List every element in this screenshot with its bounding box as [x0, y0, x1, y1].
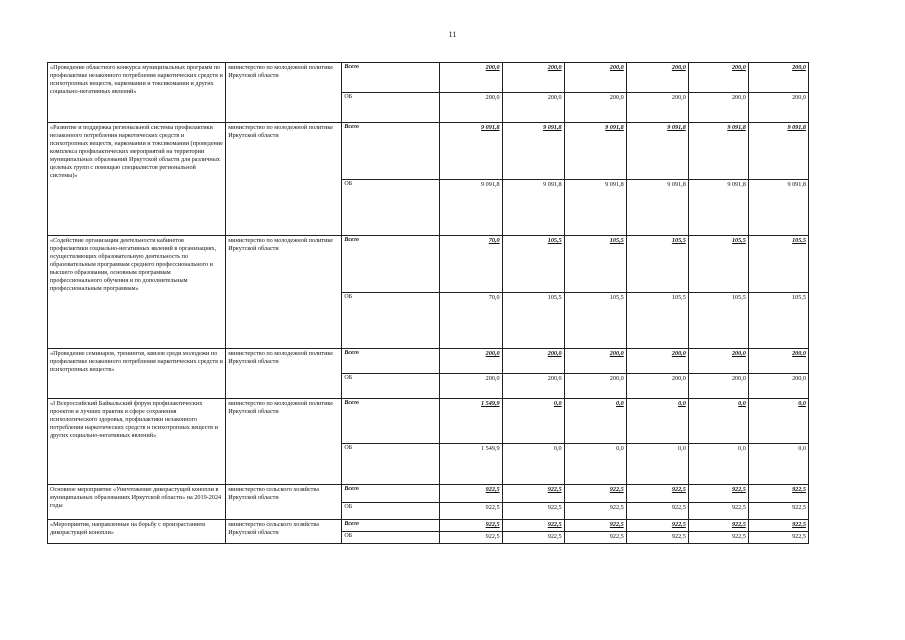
funding-source-total: Всего [342, 520, 440, 532]
budget-table [47, 62, 809, 544]
ob-value-cell: 200,0 [748, 374, 808, 399]
activity-name: Основное мероприятие «Уничтожение дикорастущей конопли в муниципальных образованиях Иркутской области» на 2019-2024 годы [48, 485, 226, 520]
total-value-cell: 105,5 [564, 236, 626, 293]
total-value-cell: 9 091,8 [688, 123, 748, 180]
table-row [48, 349, 809, 374]
total-value-cell: 922,5 [564, 485, 626, 503]
activity-name: «Проведение семинаров, тренингов, квизов среди молодежи по профилактике незаконного потребления наркотических средств и психотропных веществ» [48, 349, 226, 399]
ob-value-cell: 200,0 [688, 374, 748, 399]
table-row [48, 485, 809, 503]
ob-value-cell: 105,5 [502, 293, 564, 349]
funding-source-ob: ОБ [342, 93, 440, 123]
activity-name: «I Всероссийский Байкальский форум профилактических проектов и лучших практик в сфере сохранения психологического здоровья, профилактики незаконного потребления наркотических средств и психотропных веществ и других социально-негативных явлений» [48, 399, 226, 485]
ob-value-cell: 0,0 [626, 444, 688, 485]
ob-value-cell: 105,5 [748, 293, 808, 349]
total-value-cell: 70,0 [440, 236, 502, 293]
table-row [48, 236, 809, 293]
total-value-cell: 0,0 [748, 399, 808, 444]
responsible-org: министерство сельского хозяйства Иркутской области [226, 520, 342, 544]
total-value-cell: 0,0 [564, 399, 626, 444]
funding-source-ob: ОБ [342, 444, 440, 485]
funding-source-total: Всего [342, 63, 440, 93]
funding-source-total: Всего [342, 399, 440, 444]
ob-value-cell: 200,0 [440, 374, 502, 399]
total-value-cell: 200,0 [564, 63, 626, 93]
ob-value-cell: 105,5 [688, 293, 748, 349]
ob-value-cell: 200,0 [502, 93, 564, 123]
total-value-cell: 200,0 [502, 349, 564, 374]
ob-value-cell: 922,5 [688, 503, 748, 520]
ob-value-cell: 200,0 [748, 93, 808, 123]
responsible-org: министерство по молодежной политике Иркутской области [226, 63, 342, 123]
activity-name: «Развитие и поддержка региональной системы профилактики незаконного потребления наркотических средств и психотропных веществ, наркомании и токсикомании (проведение комплекса профилактических мероприятий на территории муниципальных образований Иркутской области для различных целевых групп с помощью специалистов региональной системы)» [48, 123, 226, 236]
funding-source-ob: ОБ [342, 503, 440, 520]
funding-source-total: Всего [342, 123, 440, 180]
funding-source-ob: ОБ [342, 374, 440, 399]
ob-value-cell: 200,0 [440, 93, 502, 123]
ob-value-cell: 9 091,8 [502, 180, 564, 236]
total-value-cell: 922,5 [688, 485, 748, 503]
total-value-cell: 0,0 [688, 399, 748, 444]
total-value-cell: 200,0 [688, 349, 748, 374]
total-value-cell: 9 091,8 [502, 123, 564, 180]
ob-value-cell: 922,5 [502, 532, 564, 544]
total-value-cell: 105,5 [688, 236, 748, 293]
total-value-cell: 922,5 [748, 485, 808, 503]
ob-value-cell: 200,0 [626, 374, 688, 399]
responsible-org: министерство по молодежной политике Иркутской области [226, 236, 342, 349]
responsible-org: министерство по молодежной политике Иркутской области [226, 399, 342, 485]
total-value-cell: 9 091,8 [440, 123, 502, 180]
total-value-cell: 0,0 [626, 399, 688, 444]
total-value-cell: 9 091,8 [748, 123, 808, 180]
total-value-cell: 200,0 [626, 349, 688, 374]
responsible-org: министерство сельского хозяйства Иркутской области [226, 485, 342, 520]
ob-value-cell: 1 549,9 [440, 444, 502, 485]
activity-name: «Проведение областного конкурса муниципальных программ по профилактике незаконного потребления наркотических средств и психотропных веществ, наркомании и токсикомании и других социально-негативных явлений» [48, 63, 226, 123]
total-value-cell: 922,5 [502, 520, 564, 532]
ob-value-cell: 922,5 [502, 503, 564, 520]
ob-value-cell: 200,0 [626, 93, 688, 123]
total-value-cell: 9 091,8 [564, 123, 626, 180]
funding-source-ob: ОБ [342, 532, 440, 544]
total-value-cell: 922,5 [748, 520, 808, 532]
ob-value-cell: 9 091,8 [748, 180, 808, 236]
total-value-cell: 105,5 [626, 236, 688, 293]
ob-value-cell: 200,0 [688, 93, 748, 123]
ob-value-cell: 9 091,8 [626, 180, 688, 236]
total-value-cell: 922,5 [440, 485, 502, 503]
ob-value-cell: 9 091,8 [440, 180, 502, 236]
total-value-cell: 922,5 [502, 485, 564, 503]
funding-source-total: Всего [342, 236, 440, 293]
ob-value-cell: 922,5 [688, 532, 748, 544]
responsible-org: министерство по молодежной политике Иркутской области [226, 123, 342, 236]
funding-source-ob: ОБ [342, 293, 440, 349]
table-row [48, 63, 809, 93]
funding-source-ob: ОБ [342, 180, 440, 236]
total-value-cell: 200,0 [688, 63, 748, 93]
activity-name: «Содействие организации деятельности кабинетов профилактики социально-негативных явлений в организациях, осуществляющих образовательную деятельность по образовательным программам среднего профессионального и высшего образования, основным программам профессионального обучения и по дополнительным профессиональным программам» [48, 236, 226, 349]
ob-value-cell: 200,0 [564, 374, 626, 399]
table-row [48, 520, 809, 532]
ob-value-cell: 9 091,8 [688, 180, 748, 236]
total-value-cell: 1 549,9 [440, 399, 502, 444]
ob-value-cell: 922,5 [440, 532, 502, 544]
ob-value-cell: 105,5 [626, 293, 688, 349]
total-value-cell: 922,5 [626, 485, 688, 503]
total-value-cell: 200,0 [748, 63, 808, 93]
funding-source-total: Всего [342, 349, 440, 374]
ob-value-cell: 922,5 [564, 503, 626, 520]
ob-value-cell: 922,5 [564, 532, 626, 544]
total-value-cell: 200,0 [626, 63, 688, 93]
ob-value-cell: 0,0 [688, 444, 748, 485]
total-value-cell: 200,0 [748, 349, 808, 374]
funding-source-total: Всего [342, 485, 440, 503]
total-value-cell: 922,5 [626, 520, 688, 532]
ob-value-cell: 922,5 [748, 532, 808, 544]
total-value-cell: 105,5 [502, 236, 564, 293]
responsible-org: министерство по молодежной политике Иркутской области [226, 349, 342, 399]
ob-value-cell: 0,0 [502, 444, 564, 485]
ob-value-cell: 922,5 [440, 503, 502, 520]
ob-value-cell: 0,0 [748, 444, 808, 485]
total-value-cell: 200,0 [440, 63, 502, 93]
ob-value-cell: 922,5 [748, 503, 808, 520]
page-number: 11 [448, 30, 457, 39]
ob-value-cell: 922,5 [626, 503, 688, 520]
ob-value-cell: 9 091,8 [564, 180, 626, 236]
total-value-cell: 922,5 [688, 520, 748, 532]
total-value-cell: 922,5 [564, 520, 626, 532]
ob-value-cell: 200,0 [502, 374, 564, 399]
ob-value-cell: 922,5 [626, 532, 688, 544]
total-value-cell: 200,0 [502, 63, 564, 93]
ob-value-cell: 70,0 [440, 293, 502, 349]
table-row [48, 399, 809, 444]
total-value-cell: 922,5 [440, 520, 502, 532]
ob-value-cell: 105,5 [564, 293, 626, 349]
total-value-cell: 200,0 [564, 349, 626, 374]
total-value-cell: 0,0 [502, 399, 564, 444]
total-value-cell: 105,5 [748, 236, 808, 293]
ob-value-cell: 0,0 [564, 444, 626, 485]
total-value-cell: 200,0 [440, 349, 502, 374]
table-row [48, 123, 809, 180]
activity-name: «Мероприятия, направленные на борьбу с произрастанием дикорастущей конопли» [48, 520, 226, 544]
total-value-cell: 9 091,8 [626, 123, 688, 180]
ob-value-cell: 200,0 [564, 93, 626, 123]
